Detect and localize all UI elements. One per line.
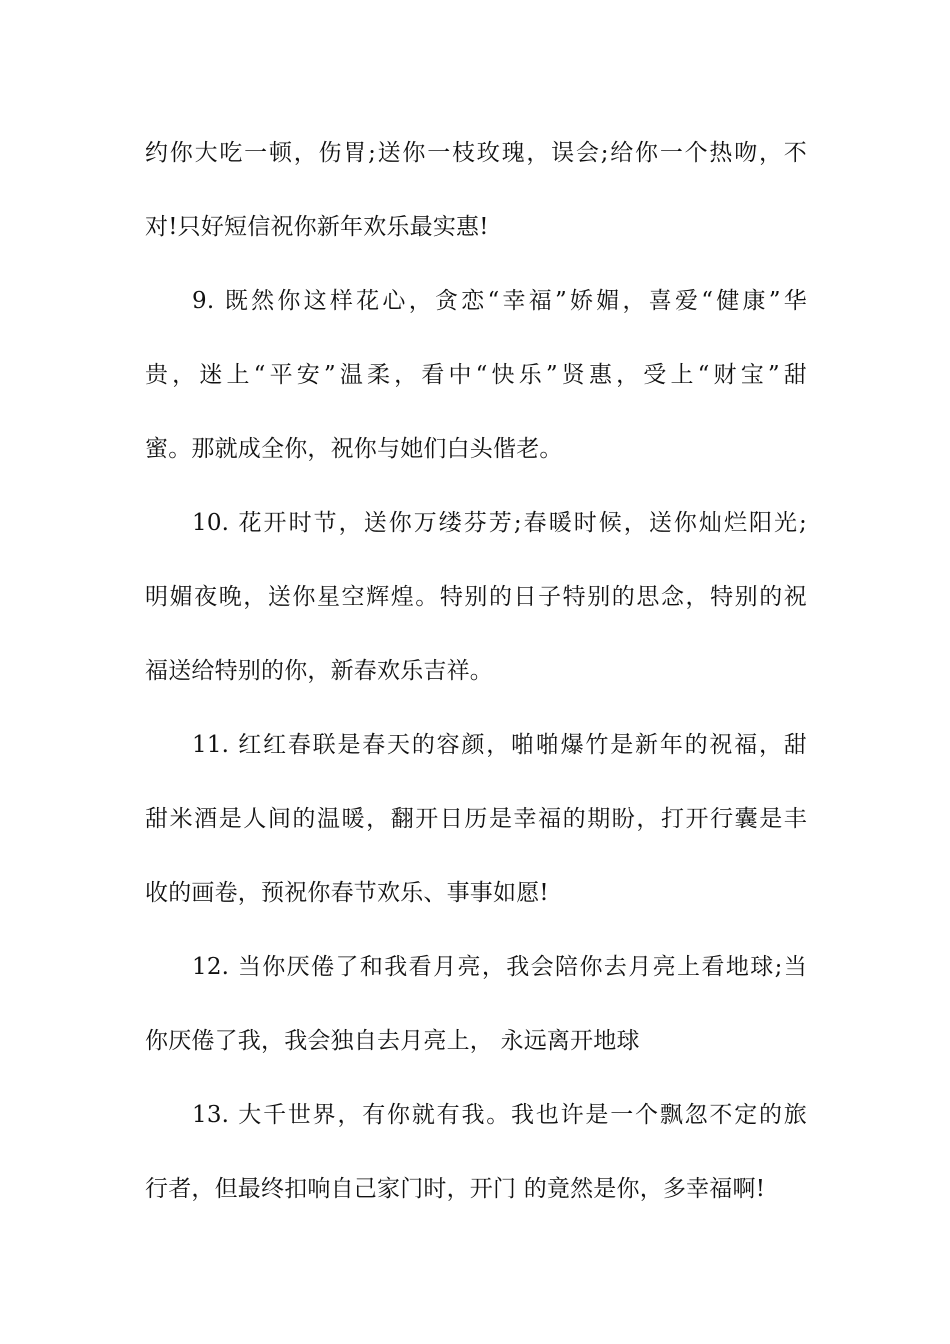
list-item-12-line: 12. 当你厌倦了和我看月亮，我会陪你去月亮上看地球;当	[192, 954, 807, 980]
list-item-10-line: 10. 花开时节，送你万缕芬芳;春暖时候，送你灿烂阳光;	[192, 510, 807, 536]
text-line: 贵，迷上“平安”温柔，看中“快乐”贤惠，受上“财宝”甜	[145, 362, 807, 388]
list-item-13-line: 13. 大千世界，有你就有我。我也许是一个飘忽不定的旅	[192, 1102, 807, 1128]
text-line: 对!只好短信祝你新年欢乐最实惠!	[145, 214, 489, 240]
list-item-11-line: 11. 红红春联是春天的容颜，啪啪爆竹是新年的祝福，甜	[192, 732, 807, 758]
text-line: 明媚夜晚，送你星空辉煌。特别的日子特别的思念，特别的祝	[145, 584, 807, 610]
text-line: 蜜。那就成全你，祝你与她们白头偕老。	[145, 436, 563, 462]
text-line: 你厌倦了我，我会独自去月亮上， 永远离开地球	[145, 1028, 640, 1054]
text-line: 收的画卷，预祝你春节欢乐、事事如愿!	[145, 880, 549, 906]
text-line: 约你大吃一顿，伤胃;送你一枝玫瑰，误会;给你一个热吻，不	[145, 140, 807, 166]
list-item-9-line: 9. 既然你这样花心，贪恋“幸福”娇媚，喜爱“健康”华	[192, 288, 807, 314]
text-line: 福送给特别的你，新春欢乐吉祥。	[145, 658, 493, 684]
text-line: 行者，但最终扣响自己家门时，开门 的竟然是你，多幸福啊!	[145, 1176, 766, 1202]
text-line: 甜米酒是人间的温暖，翻开日历是幸福的期盼，打开行囊是丰	[145, 806, 807, 832]
